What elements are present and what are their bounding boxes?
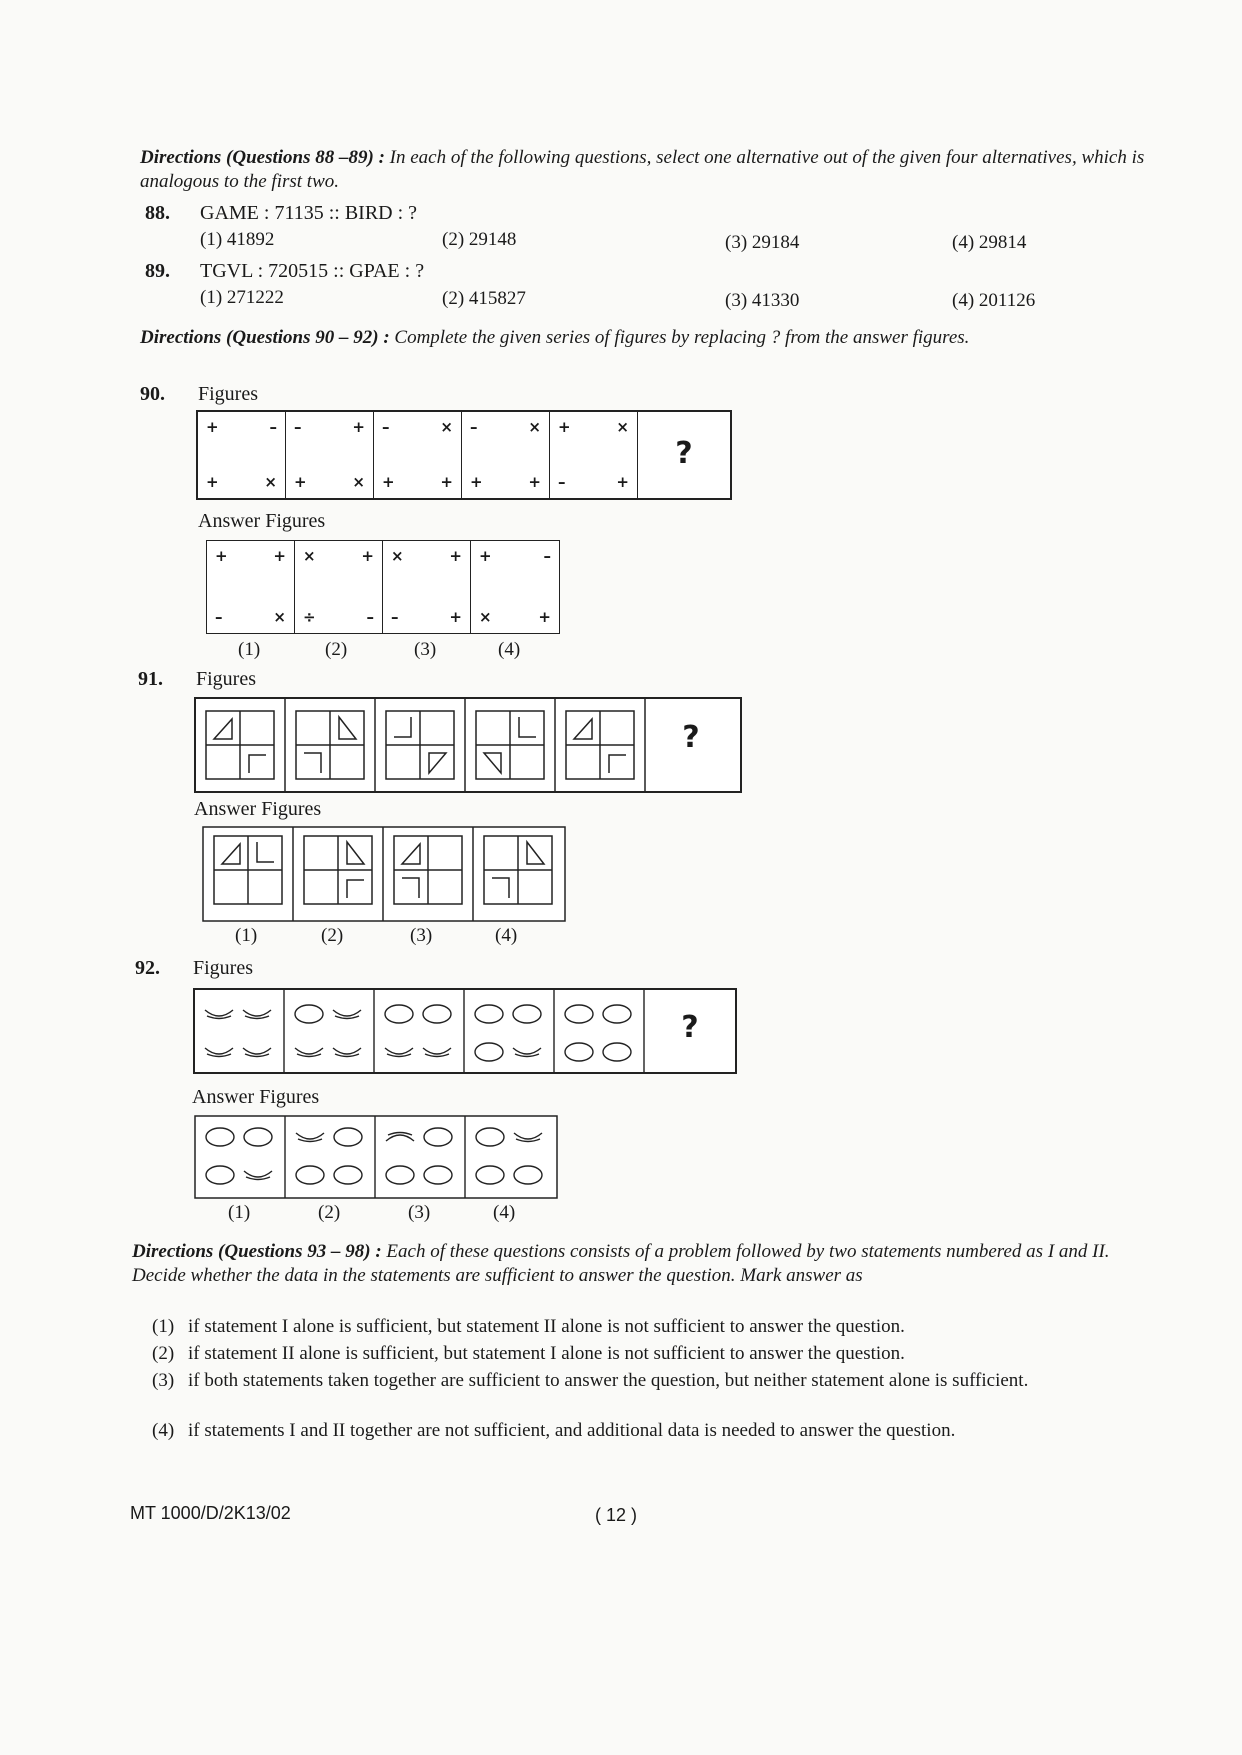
- question-text: GAME : 71135 :: BIRD : ?: [200, 202, 418, 224]
- directions-text: Complete the given series of figures by replacing ? from the answer figures.: [394, 327, 970, 348]
- symbol: +: [206, 418, 219, 436]
- symbol: +: [361, 547, 374, 565]
- symbol: +: [382, 473, 395, 491]
- answer-figures-label: Answer Figures: [198, 510, 326, 532]
- symbol: –: [470, 418, 478, 436]
- answer-number: (1): [235, 925, 258, 946]
- figure-cell: [286, 412, 374, 498]
- question-number: 89.: [145, 260, 170, 282]
- question-number: 88.: [145, 202, 170, 224]
- symbol: –: [382, 418, 390, 436]
- q90-figure-series: [196, 410, 732, 500]
- directions-heading: Directions (Questions 90 – 92) :: [140, 327, 390, 348]
- figures-label: Figures: [196, 668, 256, 690]
- answer-cell[interactable]: [207, 541, 295, 633]
- symbol: +: [470, 473, 483, 491]
- symbol: –: [543, 547, 551, 565]
- answer-number: (3): [414, 639, 437, 660]
- symbol: –: [366, 608, 374, 626]
- symbol: +: [449, 608, 462, 626]
- symbol: ×: [391, 547, 404, 565]
- symbol: +: [352, 418, 365, 436]
- answer-number: (2): [321, 925, 344, 946]
- symbol: ×: [528, 418, 541, 436]
- option: (1) 271222: [200, 287, 284, 308]
- statement-option: (3) if both statements taken together are sufficient to answer the question, but neither statement alone is sufficient.: [152, 1370, 1029, 1391]
- directions-text: Each of these questions consists of a problem followed by two statements numbered as I and II. Decide whether the data in the statements are sufficient to answer the question. Mark answer as: [132, 1241, 1110, 1286]
- symbol: ×: [264, 473, 277, 491]
- answer-number: (4): [495, 925, 518, 946]
- figure-cell: [550, 412, 638, 498]
- symbol: +: [616, 473, 629, 491]
- directions-93-98: [132, 1240, 1158, 1288]
- symbol: +: [449, 547, 462, 565]
- option: (4) 201126: [952, 290, 1036, 311]
- answer-number: (3): [408, 1202, 431, 1223]
- answer-cell[interactable]: [471, 541, 559, 633]
- option: (2) 29148: [442, 229, 517, 250]
- symbol: ×: [616, 418, 629, 436]
- answer-number: (2): [318, 1202, 341, 1223]
- symbol: +: [528, 473, 541, 491]
- symbol: ×: [273, 608, 286, 626]
- answer-figures-label: Answer Figures: [194, 798, 322, 820]
- answer-number: (1): [228, 1202, 251, 1223]
- symbol: +: [206, 473, 219, 491]
- symbol: ×: [352, 473, 365, 491]
- symbol: +: [294, 473, 307, 491]
- question-number: 92.: [135, 957, 160, 979]
- answer-number: (1): [238, 639, 261, 660]
- symbol: +: [273, 547, 286, 565]
- symbol: ×: [479, 608, 492, 626]
- statement-option: (1) if statement I alone is sufficient, but statement II alone is not sufficient to answer the question.: [152, 1316, 905, 1337]
- symbol: –: [269, 418, 277, 436]
- answer-figures-label: Answer Figures: [192, 1086, 320, 1108]
- figure-cell: [198, 412, 286, 498]
- question-number: 91.: [138, 668, 163, 690]
- question-mark-cell: ?: [675, 436, 693, 471]
- directions-heading: Directions (Questions 88 –89) :: [140, 147, 385, 168]
- answer-number: (4): [493, 1202, 516, 1223]
- directions-heading: Directions (Questions 93 – 98) :: [132, 1241, 382, 1262]
- directions-90-92: [140, 326, 1158, 350]
- symbol: ×: [440, 418, 453, 436]
- symbol: –: [391, 608, 399, 626]
- answer-cell[interactable]: [383, 541, 471, 633]
- option: (3) 29184: [725, 232, 800, 253]
- answer-cell[interactable]: [295, 541, 383, 633]
- answer-number: (3): [410, 925, 433, 946]
- option: (4) 29814: [952, 232, 1027, 253]
- symbol: +: [479, 547, 492, 565]
- footer-code: MT 1000/D/2K13/02: [130, 1503, 291, 1523]
- symbol: –: [558, 473, 566, 491]
- question-mark: ?: [682, 720, 700, 755]
- statement-option: (2) if statement II alone is sufficient, but statement I alone is not sufficient to answer the question.: [152, 1343, 905, 1364]
- q90-answer-figures: [206, 540, 560, 634]
- q92-answer-figures: [194, 1115, 558, 1199]
- option: (3) 41330: [725, 290, 800, 311]
- symbol: ×: [303, 547, 316, 565]
- symbol: +: [440, 473, 453, 491]
- option: (2) 415827: [442, 288, 526, 309]
- figures-label: Figures: [198, 383, 258, 405]
- answer-number: (2): [325, 639, 348, 660]
- page-number: ( 12 ): [595, 1505, 638, 1525]
- question-number: 90.: [140, 383, 165, 405]
- symbol: +: [215, 547, 228, 565]
- figure-cell: [374, 412, 462, 498]
- symbol: ÷: [303, 608, 316, 626]
- question-text: TGVL : 720515 :: GPAE : ?: [200, 260, 425, 282]
- directions-text: In each of the following questions, select one alternative out of the given four alternatives, which is analogous to the first two.: [140, 147, 1145, 192]
- question-mark: ?: [681, 1010, 699, 1045]
- symbol: +: [558, 418, 571, 436]
- directions-88-89: [140, 146, 1158, 194]
- option: (1) 41892: [200, 229, 275, 250]
- statement-option: (4) if statements I and II together are not sufficient, and additional data is needed to answer the question.: [152, 1420, 956, 1441]
- answer-number: (4): [498, 639, 521, 660]
- symbol: –: [294, 418, 302, 436]
- figure-cell: [462, 412, 550, 498]
- symbol: –: [215, 608, 223, 626]
- q91-answer-figures: [202, 826, 566, 922]
- symbol: +: [538, 608, 551, 626]
- figures-label: Figures: [193, 957, 253, 979]
